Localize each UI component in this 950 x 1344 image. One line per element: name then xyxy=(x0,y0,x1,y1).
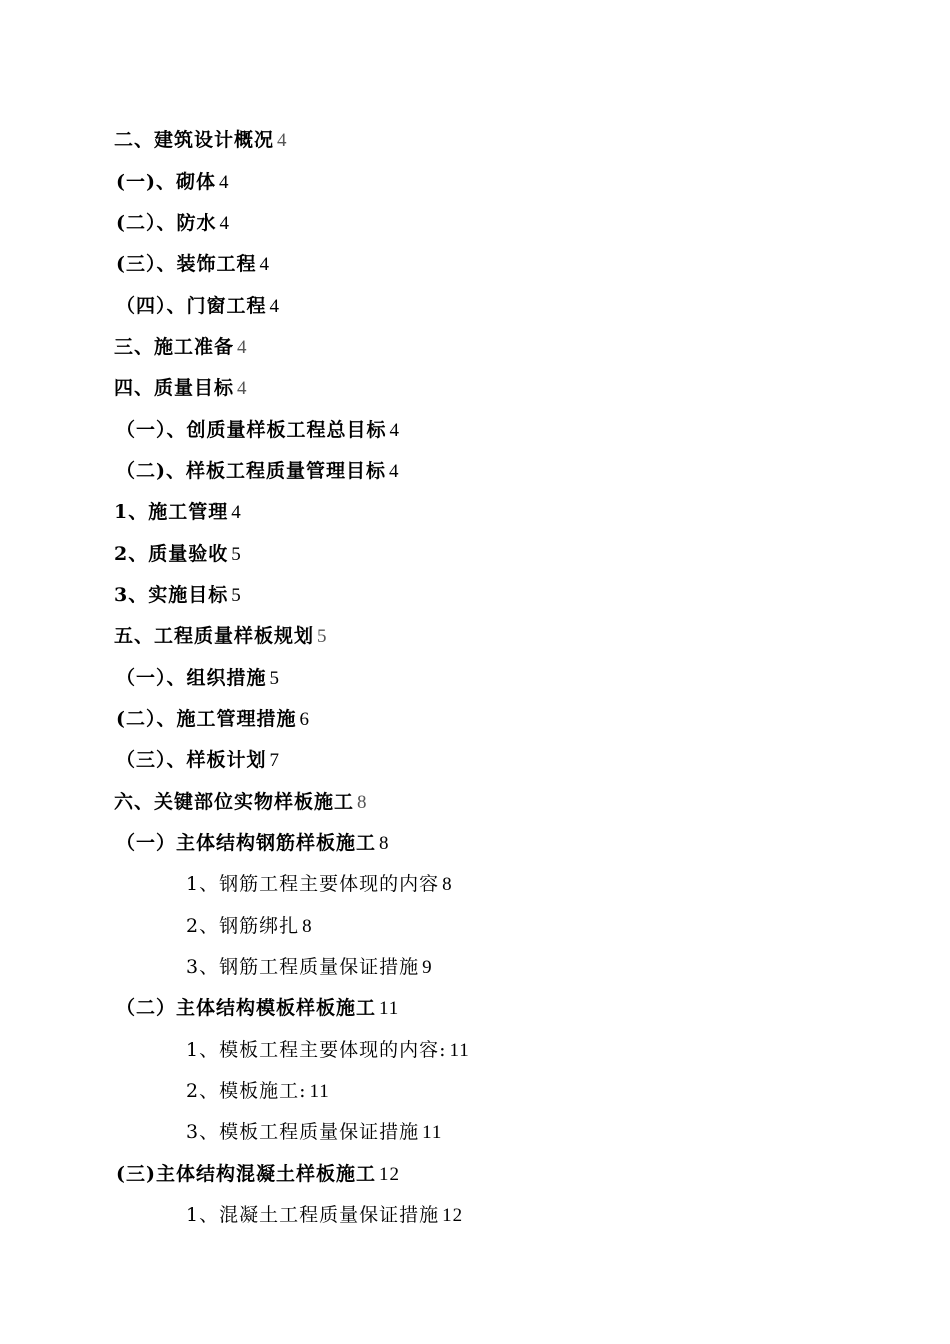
toc-entry-page: 11 xyxy=(422,1122,443,1143)
toc-entry-title: 1、钢筋工程主要体现的内容 xyxy=(186,873,440,895)
toc-entry-page: 4 xyxy=(237,337,248,358)
toc-entry[interactable] xyxy=(116,294,280,319)
toc-entry-title: (三)主体结构混凝土样板施工 xyxy=(116,1163,376,1185)
toc-entry-title: （一）主体结构钢筋样板施工 xyxy=(116,832,377,854)
toc-entry-title: (二）、施工管理措施 xyxy=(116,708,297,730)
toc-entry-page: 12 xyxy=(442,1205,464,1226)
toc-entry-title: 六、关键部位实物样板施工 xyxy=(114,791,355,813)
toc-entry-page: 5 xyxy=(269,668,281,689)
toc-entry-page: 4 xyxy=(277,130,288,151)
toc-entry-title: (三）、装饰工程 xyxy=(116,253,257,275)
toc-entry[interactable] xyxy=(116,170,229,195)
toc-entry-page: 5 xyxy=(317,626,328,647)
toc-entry[interactable] xyxy=(116,996,399,1021)
toc-entry-title: 五、工程质量样板规划 xyxy=(114,625,315,647)
toc-entry-title: 3、模板工程质量保证措施 xyxy=(186,1121,420,1143)
toc-entry[interactable] xyxy=(116,1162,400,1187)
toc-entry[interactable] xyxy=(116,459,400,484)
toc-entry-page: 5 xyxy=(231,585,242,606)
toc-entry-title: 3、实施目标 xyxy=(114,584,229,606)
toc-entry-title: （二)、样板工程质量管理目标 xyxy=(116,460,386,482)
toc-entry-title: 1、混凝土工程质量保证措施 xyxy=(186,1204,440,1226)
toc-entry-page: 4 xyxy=(231,502,242,523)
toc-entry-title: （四）、门窗工程 xyxy=(116,295,267,317)
toc-entry[interactable] xyxy=(116,831,390,856)
toc-entry[interactable] xyxy=(186,1120,442,1145)
toc-entry-page: 4 xyxy=(219,213,230,234)
toc-entry-page: 5 xyxy=(231,544,242,565)
toc-entry[interactable] xyxy=(186,914,313,939)
toc-entry[interactable] xyxy=(114,376,248,401)
toc-entry-page: 8 xyxy=(379,833,390,854)
toc-entry[interactable] xyxy=(116,707,310,732)
toc-entry-title: （一）、组织措施 xyxy=(116,667,267,689)
toc-entry[interactable] xyxy=(116,666,280,691)
toc-entry-title: 1、施工管理 xyxy=(114,501,229,523)
toc-entry[interactable] xyxy=(114,542,242,567)
toc-entry-title: 2、钢筋绑扎 xyxy=(186,915,300,937)
toc-entry-page: 8 xyxy=(302,916,313,937)
toc-entry-page: 11 xyxy=(309,1081,330,1102)
toc-entry-page: 4 xyxy=(237,378,248,399)
toc-entry-page: 7 xyxy=(269,750,281,771)
toc-entry-title: 3、钢筋工程质量保证措施 xyxy=(186,956,420,978)
toc-entry-page: 4 xyxy=(259,254,270,275)
toc-entry-title: 三、施工准备 xyxy=(114,336,235,358)
toc-entry[interactable] xyxy=(114,500,242,525)
toc-entry-page: 4 xyxy=(218,172,230,193)
toc-entry[interactable] xyxy=(116,252,270,277)
toc-entry-page: 4 xyxy=(389,420,401,441)
toc-entry[interactable] xyxy=(116,748,280,773)
toc-entry-title: （三）、样板计划 xyxy=(116,749,267,771)
toc-entry-title: 2、质量验收 xyxy=(114,543,229,565)
toc-entry[interactable] xyxy=(114,583,242,608)
toc-entry[interactable] xyxy=(186,872,453,897)
toc-entry[interactable] xyxy=(114,624,328,649)
toc-entry[interactable] xyxy=(186,955,433,980)
toc-entry[interactable] xyxy=(114,128,288,153)
toc-entry[interactable] xyxy=(186,1038,470,1063)
toc-entry[interactable] xyxy=(114,790,368,815)
toc-entry[interactable] xyxy=(186,1079,330,1104)
toc-entry-page: 11 xyxy=(449,1040,470,1061)
toc-entry[interactable] xyxy=(114,335,248,360)
toc-entry-title: 2、模板施工: xyxy=(186,1080,307,1102)
toc-entry-title: （一）、创质量样板工程总目标 xyxy=(116,419,387,441)
toc-entry-page: 12 xyxy=(378,1164,400,1185)
toc-entry-title: (一)、砌体 xyxy=(116,171,216,193)
toc-entry-page: 8 xyxy=(442,874,453,895)
toc-entry-page: 6 xyxy=(299,709,310,730)
toc-entry[interactable] xyxy=(116,211,230,236)
toc-entry-page: 4 xyxy=(389,461,400,482)
toc-entry[interactable] xyxy=(116,418,400,443)
toc-entry-page: 11 xyxy=(379,998,400,1019)
toc-entry-title: 四、质量目标 xyxy=(114,377,235,399)
toc-entry-title: 二、建筑设计概况 xyxy=(114,129,275,151)
toc-entry-title: (二）、防水 xyxy=(116,212,217,234)
toc-entry-page: 8 xyxy=(357,792,368,813)
toc-entry-title: （二）主体结构模板样板施工 xyxy=(116,997,377,1019)
toc-entry-page: 4 xyxy=(269,296,281,317)
toc-entry-page: 9 xyxy=(422,957,433,978)
toc-entry[interactable] xyxy=(186,1203,463,1228)
toc-entry-title: 1、模板工程主要体现的内容: xyxy=(186,1039,447,1061)
